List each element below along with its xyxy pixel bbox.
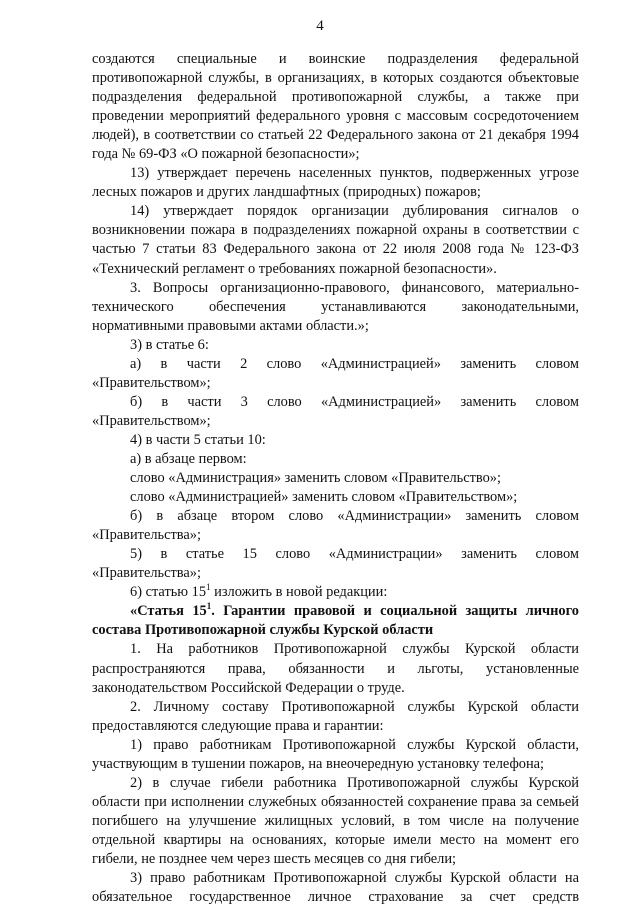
- paragraph-text: 2) в случае гибели работника Противопожарной службы Курской области при исполнении служебных обязанностей сохранение права за семьей погибшего на улучшение жилищных условий, в том числе на получение отдельной квартиры на основаниях, которые имели место на момент его гибели, не позднее чем через шесть месяцев со дня гибели;: [92, 774, 579, 867]
- paragraph-text: 3) право работникам Противопожарной службы Курской области на обязательное государственное личное страхование за счет средств: [92, 870, 579, 906]
- paragraph: [92, 869, 579, 907]
- paragraph: [92, 336, 579, 355]
- paragraph-text: а) в части 2 слово «Администрацией» заменить словом «Правительством»;: [92, 355, 579, 391]
- paragraph: [92, 736, 579, 774]
- paragraph-text: 3) в статье 6:: [130, 336, 209, 353]
- paragraph: [92, 640, 579, 697]
- paragraph: [92, 469, 579, 488]
- paragraph-text: б) в абзаце втором слово «Администрации» заменить словом «Правительства»;: [92, 508, 579, 544]
- paragraph-text: 6) статью 15: [130, 584, 207, 601]
- paragraph-text-continued: . Гарантии правовой и социальной защиты личного состава Противопожарной службы Курской области: [92, 603, 579, 639]
- superscript: 1: [206, 601, 212, 612]
- paragraph: [92, 507, 579, 545]
- page-number: 4: [316, 18, 324, 34]
- paragraph: [92, 279, 579, 336]
- paragraph: [92, 583, 579, 602]
- paragraph: [92, 164, 579, 202]
- paragraph-text: 1. На работников Противопожарной службы Курской области распространяются права, обязанности и льготы, установленные законодательством Российской Федерации о труде.: [92, 641, 579, 696]
- document-body: [92, 50, 579, 907]
- paragraph: [92, 202, 579, 278]
- paragraph: [92, 545, 579, 583]
- paragraph-text: создаются специальные и воинские подразделения федеральной противопожарной службы, в организациях, в которых создаются объектовые подразделения федеральной противопожарной службы, а также при проведении мероприятий федерального уровня с массовым сосредоточением людей), в соответствии со статьей 22 Федерального закона от 21 декабря 1994 года № 69-ФЗ «О пожарной безопасности»;: [92, 51, 579, 163]
- paragraph-text: слово «Администрация» заменить словом «Правительство»;: [130, 470, 501, 487]
- paragraph-text: 1) право работникам Противопожарной службы Курской области, участвующим в тушении пожаров, на внеочередную установку телефона;: [92, 736, 579, 772]
- paragraph-text: б) в части 3 слово «Администрацией» заменить словом «Правительством»;: [92, 393, 579, 429]
- paragraph: [92, 355, 579, 393]
- superscript: 1: [206, 582, 211, 593]
- paragraph: [92, 50, 579, 164]
- paragraph: [92, 431, 579, 450]
- paragraph-text: 13) утверждает перечень населенных пунктов, подверженных угрозе лесных пожаров и других ландшафтных (природных) пожаров;: [92, 165, 579, 201]
- paragraph-text: а) в абзаце первом:: [130, 450, 247, 467]
- paragraph-text: «Статья 15: [130, 603, 207, 620]
- paragraph-text-continued: изложить в новой редакции:: [210, 584, 388, 601]
- paragraph: [92, 450, 579, 469]
- paragraph-text: 4) в части 5 статьи 10:: [130, 431, 266, 448]
- paragraph-text: 14) утверждает порядок организации дублирования сигналов о возникновении пожара в подразделениях пожарной охраны в соответствии с частью 7 статьи 83 Федерального закона от 22 июля 2008 года № 123-ФЗ «Технический регламент о требованиях пожарной безопасности».: [92, 203, 579, 277]
- paragraph: [92, 774, 579, 869]
- paragraph-text: 5) в статье 15 слово «Администрации» заменить словом «Правительства»;: [92, 546, 579, 582]
- paragraph-text: 3. Вопросы организационно-правового, финансового, материально-технического обеспечения устанавливаются законодательными, нормативными правовыми актами области.»;: [92, 279, 579, 334]
- paragraph: [92, 393, 579, 431]
- paragraph-text: 2. Личному составу Противопожарной службы Курской области предоставляются следующие права и гарантии:: [92, 698, 579, 734]
- article-heading: [92, 602, 579, 640]
- paragraph: [92, 488, 579, 507]
- paragraph: [92, 698, 579, 736]
- paragraph-text: слово «Администрацией» заменить словом «Правительством»;: [130, 489, 518, 506]
